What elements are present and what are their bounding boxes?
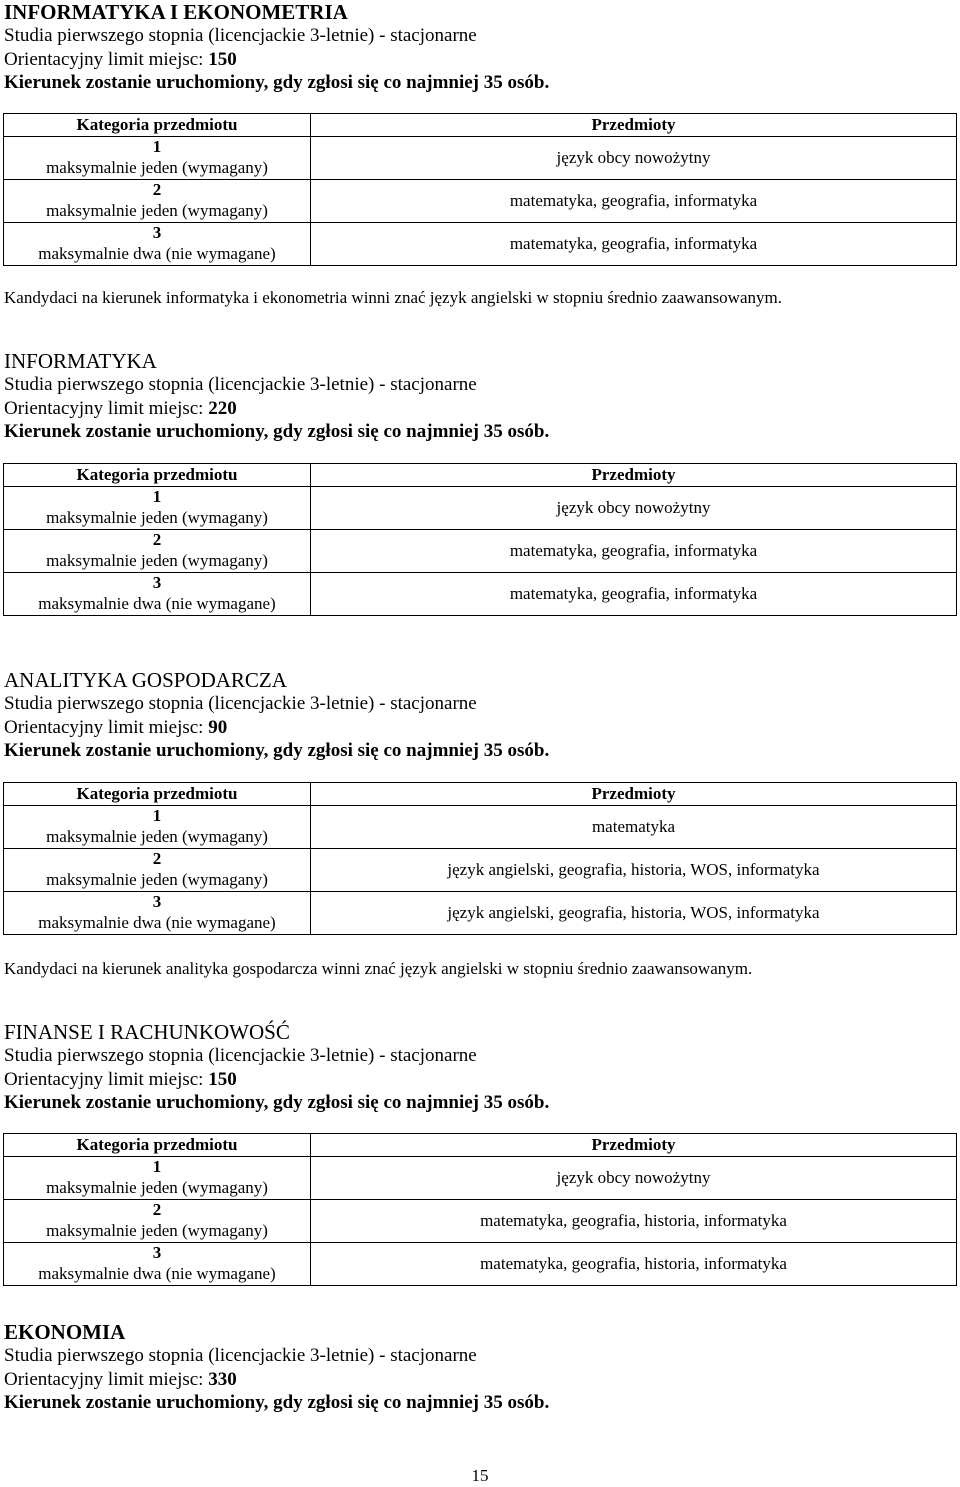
category-cell	[4, 223, 311, 266]
section-finanse-i-rachunkowosc	[4, 1020, 958, 1115]
table-row	[4, 223, 957, 266]
min-enrollment-notice: Kierunek zostanie uruchomiony, gdy zgłosi się co najmniej 35 osób.	[4, 72, 550, 93]
category-number: 1	[152, 806, 162, 825]
subjects-cell: język obcy nowożytny	[311, 1157, 957, 1200]
table-row	[4, 849, 957, 892]
category-label: maksymalnie jeden (wymagany)	[46, 507, 268, 527]
category-number: 3	[152, 223, 162, 242]
category-number: 2	[152, 530, 162, 549]
category-label: maksymalnie jeden (wymagany)	[46, 550, 268, 570]
section-title: ANALITYKA GOSPODARCZA	[4, 668, 287, 692]
min-enrollment-notice: Kierunek zostanie uruchomiony, gdy zgłosi się co najmniej 35 osób.	[4, 421, 550, 442]
category-number: 3	[152, 1243, 162, 1262]
category-number: 1	[152, 487, 162, 506]
section-title: EKONOMIA	[4, 1320, 126, 1344]
category-cell	[4, 573, 311, 616]
category-label: maksymalnie dwa (nie wymagane)	[38, 243, 276, 263]
header-category: Kategoria przedmiotu	[4, 464, 311, 487]
category-label: maksymalnie dwa (nie wymagane)	[38, 593, 276, 613]
subjects-table	[3, 463, 957, 616]
subjects-cell: matematyka, geografia, informatyka	[311, 223, 957, 266]
category-number: 3	[152, 892, 162, 911]
section-ekonomia	[4, 1320, 958, 1415]
header-category: Kategoria przedmiotu	[4, 114, 311, 137]
subjects-table	[3, 1133, 957, 1286]
min-enrollment-notice: Kierunek zostanie uruchomiony, gdy zgłosi się co najmniej 35 osób.	[4, 1092, 550, 1113]
category-number: 3	[152, 573, 162, 592]
table-row	[4, 180, 957, 223]
limit-label: Orientacyjny limit miejsc:	[4, 48, 204, 70]
table-row	[4, 1157, 957, 1200]
category-cell	[4, 806, 311, 849]
table-header-row	[4, 464, 957, 487]
min-enrollment-notice: Kierunek zostanie uruchomiony, gdy zgłosi się co najmniej 35 osób.	[4, 1392, 550, 1413]
header-subjects: Przedmioty	[311, 783, 957, 806]
subjects-cell: język angielski, geografia, historia, WOS, informatyka	[311, 892, 957, 935]
section-title: INFORMATYKA	[4, 349, 157, 373]
section-informatyka	[4, 349, 958, 444]
section-title: FINANSE I RACHUNKOWOŚĆ	[4, 1020, 290, 1044]
limit-value: 220	[208, 397, 237, 419]
subjects-cell: matematyka, geografia, informatyka	[311, 530, 957, 573]
table-row	[4, 530, 957, 573]
table-row	[4, 1200, 957, 1243]
subjects-table	[3, 113, 957, 266]
subjects-cell: matematyka, geografia, informatyka	[311, 573, 957, 616]
study-type: Studia pierwszego stopnia (licencjackie 3-letnie) - stacjonarne	[4, 1345, 477, 1366]
limit-value: 90	[208, 716, 228, 738]
header-category: Kategoria przedmiotu	[4, 1134, 311, 1157]
table-row	[4, 137, 957, 180]
section-analityka-gospodarcza	[4, 668, 958, 763]
subjects-cell: matematyka, geografia, informatyka	[311, 180, 957, 223]
header-subjects: Przedmioty	[311, 464, 957, 487]
table-row	[4, 806, 957, 849]
category-label: maksymalnie jeden (wymagany)	[46, 869, 268, 889]
table-row	[4, 1243, 957, 1286]
header-subjects: Przedmioty	[311, 1134, 957, 1157]
limit-value: 150	[208, 48, 237, 70]
category-number: 2	[152, 849, 162, 868]
study-type: Studia pierwszego stopnia (licencjackie 3-letnie) - stacjonarne	[4, 25, 477, 46]
subjects-cell: język angielski, geografia, historia, WOS, informatyka	[311, 849, 957, 892]
subjects-cell: matematyka, geografia, historia, informatyka	[311, 1243, 957, 1286]
category-label: maksymalnie jeden (wymagany)	[46, 157, 268, 177]
table-header-row	[4, 783, 957, 806]
table-row	[4, 892, 957, 935]
place-limit	[4, 397, 958, 421]
header-subjects: Przedmioty	[311, 114, 957, 137]
place-limit	[4, 48, 958, 72]
table-row	[4, 573, 957, 616]
category-number: 2	[152, 180, 162, 199]
limit-label: Orientacyjny limit miejsc:	[4, 397, 204, 419]
subjects-cell: matematyka	[311, 806, 957, 849]
study-type: Studia pierwszego stopnia (licencjackie 3-letnie) - stacjonarne	[4, 374, 477, 395]
english-requirement-note: Kandydaci na kierunek analityka gospodarcza winni znać język angielski w stopniu średnio zaawansowanym.	[4, 959, 753, 978]
category-label: maksymalnie jeden (wymagany)	[46, 826, 268, 846]
category-cell	[4, 1243, 311, 1286]
subjects-table	[3, 782, 957, 935]
study-type: Studia pierwszego stopnia (licencjackie 3-letnie) - stacjonarne	[4, 693, 477, 714]
table-header-row	[4, 114, 957, 137]
limit-label: Orientacyjny limit miejsc:	[4, 1368, 204, 1390]
min-enrollment-notice: Kierunek zostanie uruchomiony, gdy zgłosi się co najmniej 35 osób.	[4, 740, 550, 761]
category-cell	[4, 1157, 311, 1200]
category-label: maksymalnie jeden (wymagany)	[46, 1220, 268, 1240]
category-number: 2	[152, 1200, 162, 1219]
place-limit	[4, 1368, 958, 1392]
category-label: maksymalnie jeden (wymagany)	[46, 200, 268, 220]
section-title: INFORMATYKA I EKONOMETRIA	[4, 0, 348, 24]
category-cell	[4, 530, 311, 573]
limit-label: Orientacyjny limit miejsc:	[4, 716, 204, 738]
category-cell	[4, 487, 311, 530]
place-limit	[4, 1068, 958, 1092]
header-category: Kategoria przedmiotu	[4, 783, 311, 806]
limit-value: 150	[208, 1068, 237, 1090]
table-row	[4, 487, 957, 530]
category-number: 1	[152, 1157, 162, 1176]
place-limit	[4, 716, 958, 740]
table-header-row	[4, 1134, 957, 1157]
subjects-cell: język obcy nowożytny	[311, 487, 957, 530]
category-cell	[4, 1200, 311, 1243]
category-label: maksymalnie jeden (wymagany)	[46, 1177, 268, 1197]
page-number: 15	[471, 1466, 489, 1485]
category-label: maksymalnie dwa (nie wymagane)	[38, 912, 276, 932]
category-number: 1	[152, 137, 162, 156]
category-cell	[4, 137, 311, 180]
english-requirement-note: Kandydaci na kierunek informatyka i ekonometria winni znać język angielski w stopniu średnio zaawansowanym.	[4, 288, 782, 307]
category-cell	[4, 892, 311, 935]
subjects-cell: matematyka, geografia, historia, informatyka	[311, 1200, 957, 1243]
limit-label: Orientacyjny limit miejsc:	[4, 1068, 204, 1090]
category-cell	[4, 849, 311, 892]
category-label: maksymalnie dwa (nie wymagane)	[38, 1263, 276, 1283]
limit-value: 330	[208, 1368, 237, 1390]
study-type: Studia pierwszego stopnia (licencjackie 3-letnie) - stacjonarne	[4, 1045, 477, 1066]
category-cell	[4, 180, 311, 223]
subjects-cell: język obcy nowożytny	[311, 137, 957, 180]
section-informatyka-i-ekonometria	[4, 0, 958, 95]
